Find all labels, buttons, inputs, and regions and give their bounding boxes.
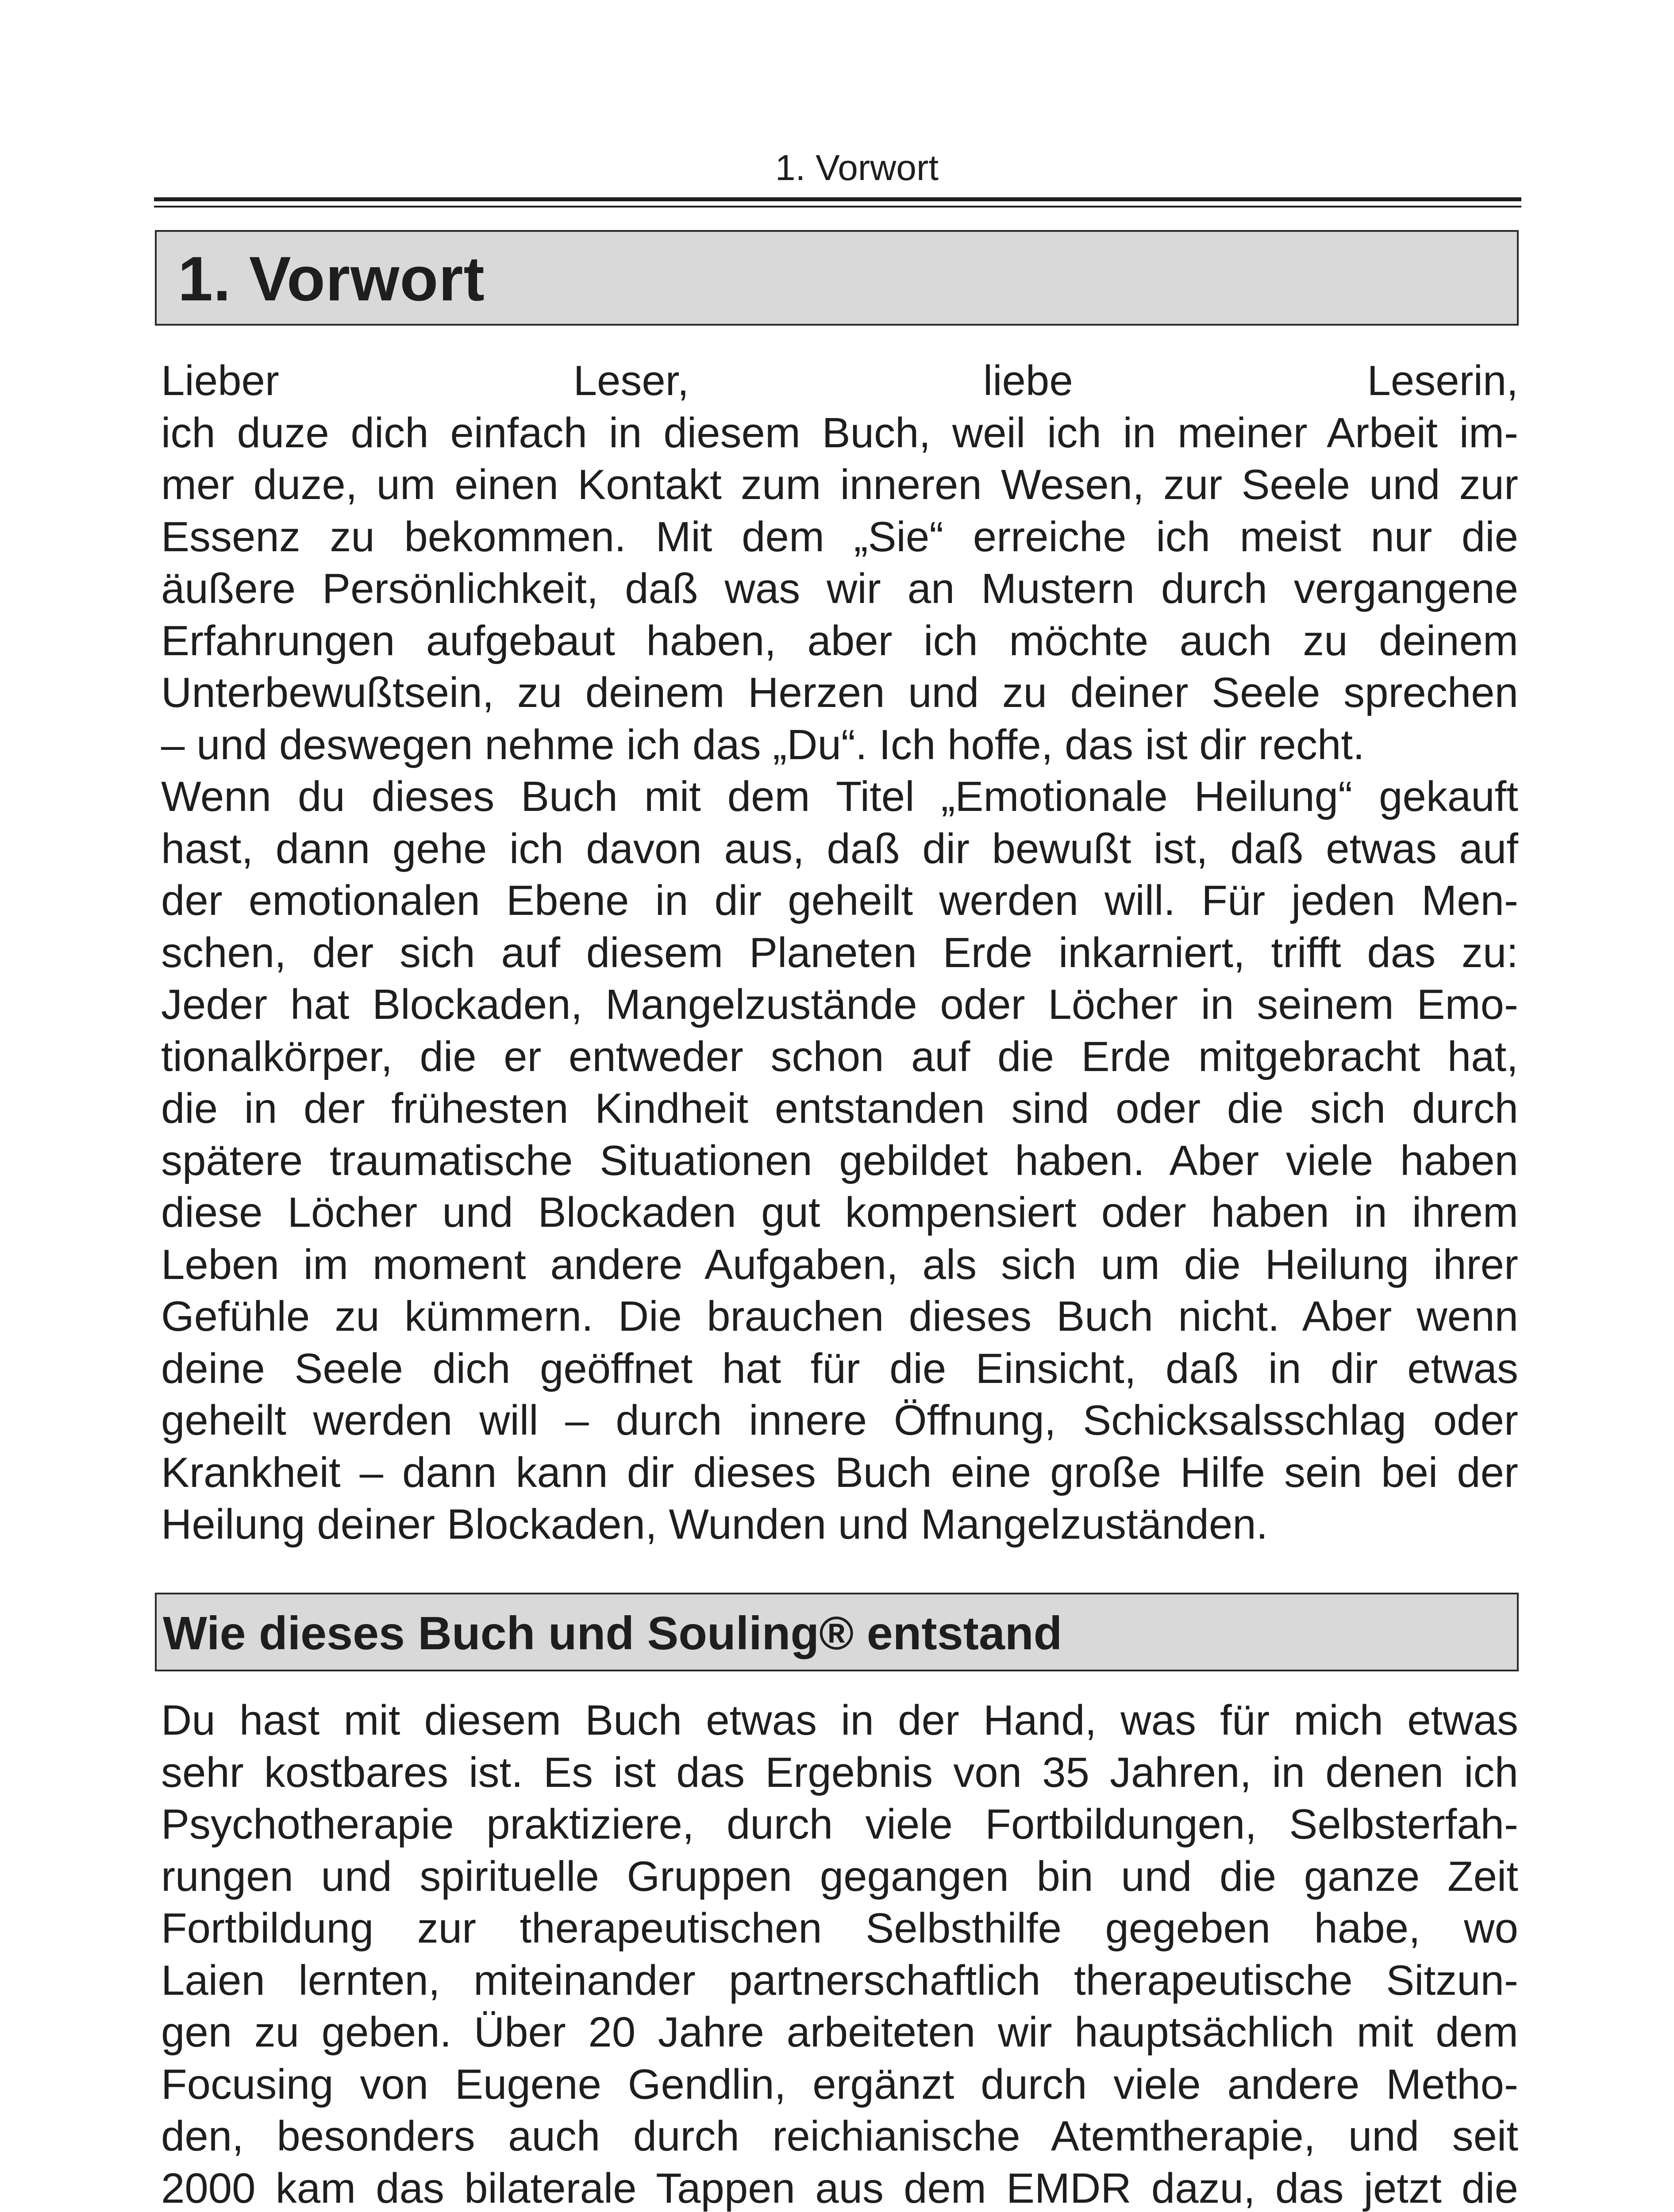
chapter-title: 1. Vorwort bbox=[178, 244, 485, 314]
text-line: Wenn du dieses Buch mit dem Titel „Emotionale Heilung“ gekauft bbox=[161, 773, 1518, 820]
text-line: gen zu geben. Über 20 Jahre arbeiteten wir hauptsächlich mit dem bbox=[161, 2008, 1518, 2056]
text-line: Du hast mit diesem Buch etwas in der Hand, was für mich etwas bbox=[161, 1697, 1518, 1744]
text-line: – und deswegen nehme ich das „Du“. Ich hoffe, das ist dir recht. bbox=[161, 721, 1365, 768]
text-line: Heilung deiner Blockaden, Wunden und Mangelzuständen. bbox=[161, 1501, 1268, 1548]
text-line: diese Löcher und Blockaden gut kompensiert oder haben in ihrem bbox=[161, 1189, 1518, 1236]
text-line: schen, der sich auf diesem Planeten Erde inkarniert, trifft das zu: bbox=[161, 929, 1518, 976]
running-header bbox=[0, 146, 1674, 190]
text-line: tionalkörper, die er entweder schon auf die Erde mitgebracht hat, bbox=[161, 1033, 1518, 1080]
text-line: Krankheit – dann kann dir dieses Buch eine große Hilfe sein bei der bbox=[161, 1448, 1518, 1496]
text-line: der emotionalen Ebene in dir geheilt werden will. Für jeden Men- bbox=[161, 877, 1518, 924]
text-line: Focusing von Eugene Gendlin, ergänzt durch viele andere Metho- bbox=[161, 2060, 1518, 2108]
text-line: geheilt werden will – durch innere Öffnung, Schicksalsschlag oder bbox=[161, 1397, 1518, 1444]
text-line: ich duze dich einfach in diesem Buch, weil ich in meiner Arbeit im- bbox=[161, 409, 1518, 457]
text-line: hast, dann gehe ich davon aus, daß dir bewußt ist, daß etwas auf bbox=[161, 825, 1518, 872]
text-line: die in der frühesten Kindheit entstanden sind oder die sich durch bbox=[161, 1085, 1518, 1132]
text-line: äußere Persönlichkeit, daß was wir an Mustern durch vergangene bbox=[161, 565, 1518, 612]
text-line: Psychotherapie praktiziere, durch viele Fortbildungen, Selbsterfah- bbox=[161, 1801, 1518, 1848]
text-line: mer duze, um einen Kontakt zum inneren Wesen, zur Seele und zur bbox=[161, 461, 1518, 508]
text-line: Essenz zu bekommen. Mit dem „Sie“ erreiche ich meist nur die bbox=[161, 513, 1518, 561]
header-rule-thick bbox=[154, 197, 1521, 201]
text-line: Lieber Leser, liebe Leserin, bbox=[161, 357, 1518, 404]
text-line: Leben im moment andere Aufgaben, als sich um die Heilung ihrer bbox=[161, 1240, 1518, 1288]
text-line: spätere traumatische Situationen gebildet haben. Aber viele haben bbox=[161, 1137, 1518, 1184]
section-title-box bbox=[155, 1593, 1519, 1671]
text-line: Jeder hat Blockaden, Mangelzustände oder Löcher in seinem Emo- bbox=[161, 981, 1518, 1028]
text-line: deine Seele dich geöffnet hat für die Einsicht, daß in dir etwas bbox=[161, 1344, 1518, 1392]
text-line: Fortbildung zur therapeutischen Selbsthilfe gegeben habe, wo bbox=[161, 1905, 1518, 1952]
text-line: den, besonders auch durch reichianische Atemtherapie, und seit bbox=[161, 2112, 1518, 2160]
text-line: Laien lernten, miteinander partnerschaftlich therapeutische Sitzun- bbox=[161, 1956, 1518, 2004]
intro-paragraph bbox=[161, 355, 1518, 1551]
text-line: 2000 kam das bilaterale Tappen aus dem EMDR dazu, das jetzt die bbox=[161, 2164, 1518, 2212]
section-paragraph bbox=[161, 1694, 1518, 2212]
header-rule-thin bbox=[154, 206, 1521, 207]
text-line: Unterbewußtsein, zu deinem Herzen und zu deiner Seele sprechen bbox=[161, 669, 1518, 716]
text-line: rungen und spirituelle Gruppen gegangen bin und die ganze Zeit bbox=[161, 1852, 1518, 1900]
text-line: sehr kostbares ist. Es ist das Ergebnis von 35 Jahren, in denen ich bbox=[161, 1748, 1518, 1796]
text-line: Erfahrungen aufgebaut haben, aber ich möchte auch zu deinem bbox=[161, 617, 1518, 664]
running-header-text: 1. Vorwort bbox=[775, 148, 939, 188]
section-title: Wie dieses Buch und Souling® entstand bbox=[163, 1607, 1062, 1659]
chapter-title-box bbox=[155, 230, 1519, 326]
text-line: Gefühle zu kümmern. Die brauchen dieses Buch nicht. Aber wenn bbox=[161, 1293, 1518, 1340]
